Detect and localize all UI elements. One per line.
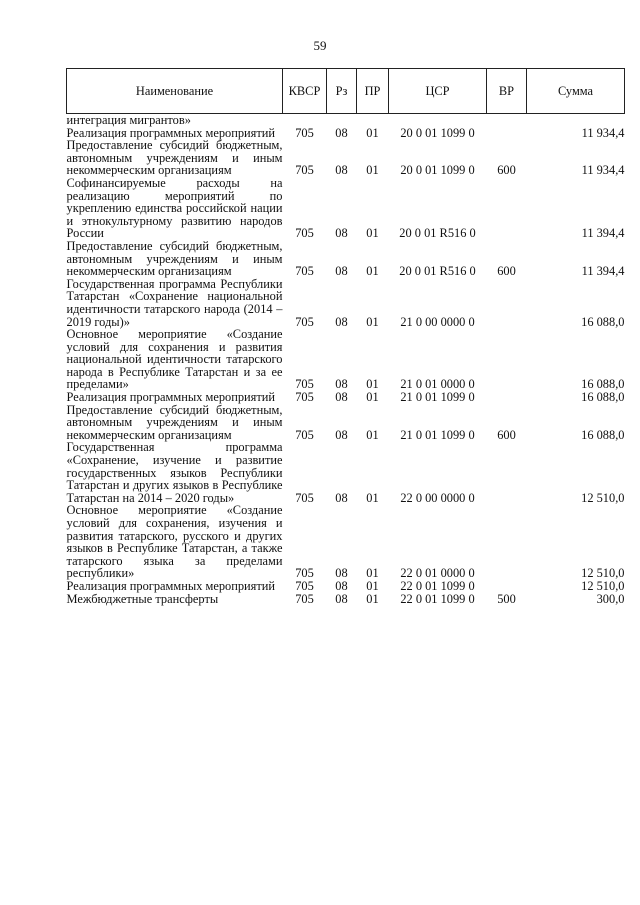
row-name: Реализация программных мероприятий [66, 578, 276, 593]
row-kvsr: 705 [295, 591, 314, 606]
row-name: Реализация программных мероприятий [66, 125, 276, 140]
row-vr [487, 114, 527, 127]
row-sum: 12 510,0 [581, 578, 625, 593]
row-pr: 01 [366, 125, 379, 140]
row-sum: 16 088,0 [581, 427, 625, 442]
table-row [67, 240, 625, 278]
table-row [67, 593, 625, 606]
table-header-row [67, 69, 625, 114]
row-rz: 08 [335, 566, 348, 581]
table-row [67, 441, 625, 504]
row-rz: 08 [335, 390, 348, 405]
row-pr: 01 [366, 591, 379, 606]
header-name: Наименование [67, 69, 283, 114]
row-rz: 08 [335, 427, 348, 442]
header-sum: Сумма [527, 69, 625, 114]
row-vr [487, 127, 527, 140]
row-kvsr: 705 [295, 390, 314, 405]
row-vr [487, 278, 527, 328]
row-name: Государственная программа Республики Татарстан «Сохранение национальной идентичности татарского народа (2014 – 2019 годы)» [66, 276, 283, 329]
row-rz: 08 [335, 163, 348, 178]
row-pr [357, 114, 389, 127]
row-csr: 21 0 01 0000 0 [400, 377, 475, 392]
budget-table [66, 68, 625, 605]
row-vr: 600 [497, 163, 516, 178]
table-row [67, 504, 625, 580]
row-rz: 08 [335, 578, 348, 593]
row-sum: 11 394,4 [581, 264, 625, 279]
row-csr: 22 0 01 0000 0 [400, 566, 475, 581]
row-csr: 20 0 01 1099 0 [400, 163, 475, 178]
row-csr: 21 0 00 0000 0 [400, 314, 475, 329]
page-number: 59 [313, 38, 327, 53]
header-pr: ПР [357, 69, 389, 114]
row-kvsr [283, 114, 327, 127]
row-kvsr: 705 [295, 264, 314, 279]
header-csr: ЦСР [389, 69, 487, 114]
table-row [67, 278, 625, 328]
row-rz: 08 [335, 377, 348, 392]
row-name: интеграция мигрантов» [66, 113, 191, 127]
row-pr: 01 [366, 578, 379, 593]
row-name: Софинансируемые расходы на реализацию мероприятий по укреплению единства российской нации и этнокультурному развитию народов России [66, 175, 283, 241]
row-name: Предоставление субсидий бюджетным, автономным учреждениям и иным некоммерческим организациям [66, 238, 283, 279]
row-pr: 01 [366, 490, 379, 505]
table-row [67, 328, 625, 391]
table-body [67, 114, 625, 606]
row-pr: 01 [366, 377, 379, 392]
row-pr: 01 [366, 314, 379, 329]
row-vr: 600 [497, 264, 516, 279]
row-sum: 16 088,0 [581, 377, 625, 392]
row-sum: 11 394,4 [581, 226, 625, 241]
row-kvsr: 705 [295, 226, 314, 241]
header-rz: Рз [327, 69, 357, 114]
row-csr: 20 0 01 1099 0 [400, 125, 475, 140]
row-pr: 01 [366, 566, 379, 581]
row-name: Предоставление субсидий бюджетным, автономным учреждениям и иным некоммерческим организациям [66, 402, 283, 442]
row-sum: 300,0 [596, 591, 625, 606]
row-kvsr: 705 [295, 377, 314, 392]
row-vr [487, 328, 527, 391]
row-pr: 01 [366, 226, 379, 241]
row-pr: 01 [366, 264, 379, 279]
row-rz: 08 [335, 591, 348, 606]
row-rz: 08 [335, 226, 348, 241]
row-sum [527, 114, 625, 127]
row-csr: 20 0 01 R516 0 [399, 226, 476, 241]
row-vr [487, 504, 527, 580]
row-name: Межбюджетные трансферты [66, 591, 219, 606]
row-vr: 600 [497, 427, 516, 442]
row-vr [487, 580, 527, 593]
row-name: Реализация программных мероприятий [66, 390, 276, 405]
row-sum: 11 934,4 [581, 163, 625, 178]
row-kvsr: 705 [295, 490, 314, 505]
header-kvsr: КВСР [283, 69, 327, 114]
row-sum: 16 088,0 [581, 314, 625, 329]
row-vr [487, 177, 527, 240]
row-kvsr: 705 [295, 314, 314, 329]
row-rz: 08 [335, 125, 348, 140]
row-rz: 08 [335, 264, 348, 279]
row-vr: 500 [497, 591, 516, 606]
table-row [67, 177, 625, 240]
table-row [67, 139, 625, 177]
row-name: Предоставление субсидий бюджетным, автономным учреждениям и иным некоммерческим организациям [66, 138, 283, 178]
row-csr: 22 0 01 1099 0 [400, 591, 475, 606]
row-csr: 22 0 00 0000 0 [400, 490, 475, 505]
row-kvsr: 705 [295, 125, 314, 140]
row-rz [327, 114, 357, 127]
row-csr: 21 0 01 1099 0 [400, 390, 475, 405]
row-rz: 08 [335, 314, 348, 329]
row-kvsr: 705 [295, 163, 314, 178]
row-kvsr: 705 [295, 427, 314, 442]
row-sum: 12 510,0 [581, 490, 625, 505]
row-name: Государственная программа «Сохранение, изучение и развитие государственных языков Республики Татарстан и других языков в Республике Татарстан на 2014 – 2020 годы» [66, 440, 283, 505]
row-vr [487, 391, 527, 404]
table-row [67, 404, 625, 442]
table-row [67, 391, 625, 404]
row-name: Основное мероприятие «Создание условий для сохранения и развития национальной идентичности татарского народа в Республике Татарстан и за ее пределами» [66, 327, 283, 392]
row-csr: 20 0 01 R516 0 [399, 264, 476, 279]
row-name: Основное мероприятие «Создание условий для сохранения, изучения и развития татарского, русского и других языков в Республике Татарстан, а также татарского языка за пределами республики» [66, 503, 283, 581]
row-csr: 21 0 01 1099 0 [400, 427, 475, 442]
row-pr: 01 [366, 427, 379, 442]
row-vr [487, 441, 527, 504]
table-row [67, 580, 625, 593]
row-kvsr: 705 [295, 578, 314, 593]
row-kvsr: 705 [295, 566, 314, 581]
row-sum: 16 088,0 [581, 390, 625, 405]
row-sum: 11 934,4 [581, 125, 625, 140]
row-csr [389, 114, 487, 127]
row-rz: 08 [335, 490, 348, 505]
row-pr: 01 [366, 163, 379, 178]
table-row [67, 114, 625, 127]
row-pr: 01 [366, 390, 379, 405]
row-csr: 22 0 01 1099 0 [400, 578, 475, 593]
header-vr: ВР [487, 69, 527, 114]
row-sum: 12 510,0 [581, 566, 625, 581]
